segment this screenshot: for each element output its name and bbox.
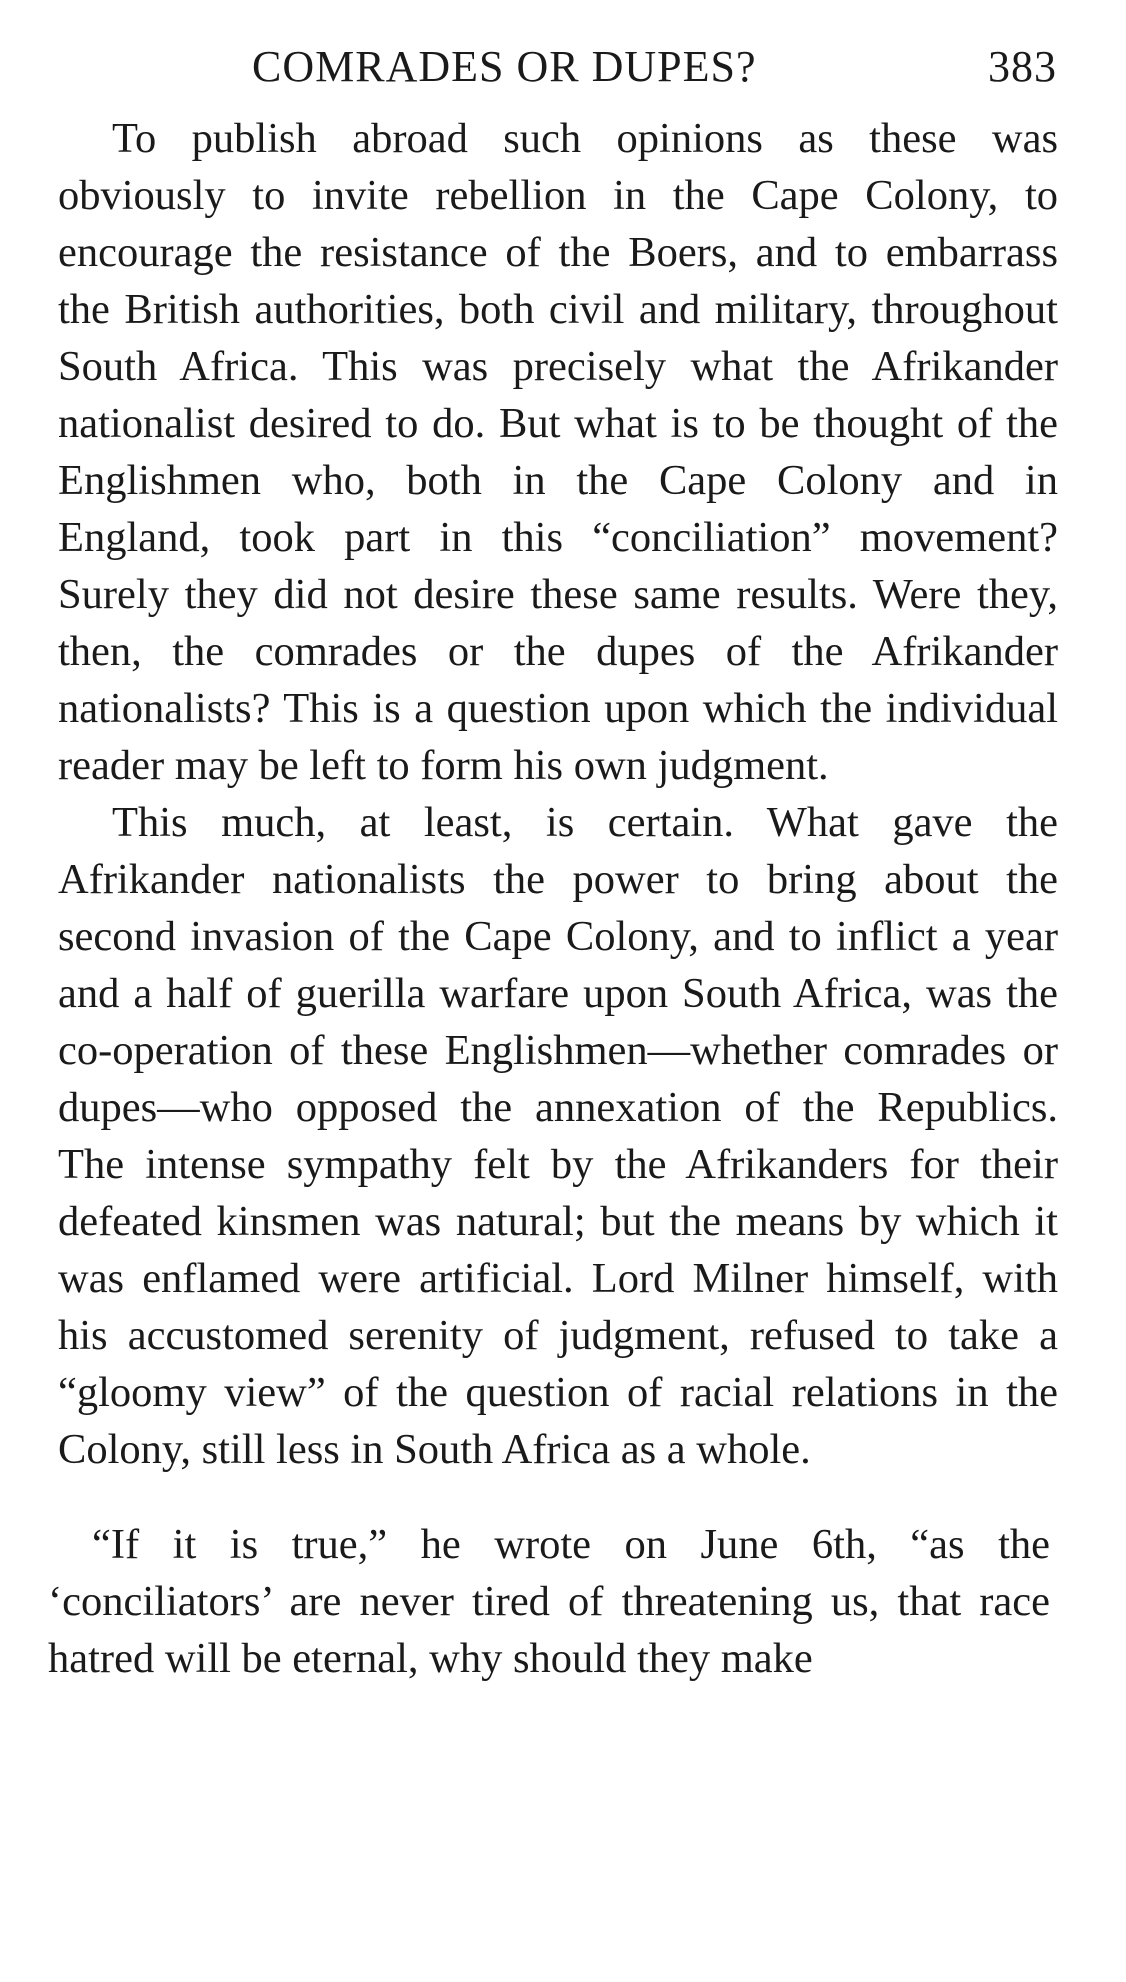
quoted-passage: “If it is true,” he wrote on June 6th, “as the ‘conciliators’ are never tired of threatening us, that race hatred will be eternal, why should they make	[48, 1521, 1050, 1682]
running-head	[0, 42, 1126, 92]
running-title: COMRADES OR DUPES?	[252, 42, 757, 91]
page-number: 383	[988, 42, 1057, 91]
paragraph-2: This much, at least, is certain. What gave the Afrikander nationalists the power to bring about the second invasion of the Cape Colony, and to inflict a year and a half of guerilla warfare upon South Africa, was the co-operation of these Englishmen—whether comrades or dupes—who opposed the annexation of the Republics. The intense sympathy felt by the Afrikanders for their defeated kinsmen was natural; but the means by which it was enflamed were artificial. Lord Milner himself, with his accustomed serenity of judgment, refused to take a “gloomy view” of the question of racial relations in the Colony, still less in South Africa as a whole.	[58, 799, 1058, 1473]
paragraph-1: To publish abroad such opinions as these was obviously to invite rebellion in the Cape Colony, to encourage the resistance of the Boers, and to embarrass the British authorities, both civil and military, throughout South Africa. This was precisely what the Afrikander nationalist desired to do. But what is to be thought of the Englishmen who, both in the Cape Colony and in England, took part in this “conciliation” movement? Surely they did not desire these same results. Were they, then, the comrades or the dupes of the Afrikander nationalists? This is a question upon which the individual reader may be left to form his own judgment.	[58, 115, 1058, 789]
body-text	[48, 110, 1058, 1687]
